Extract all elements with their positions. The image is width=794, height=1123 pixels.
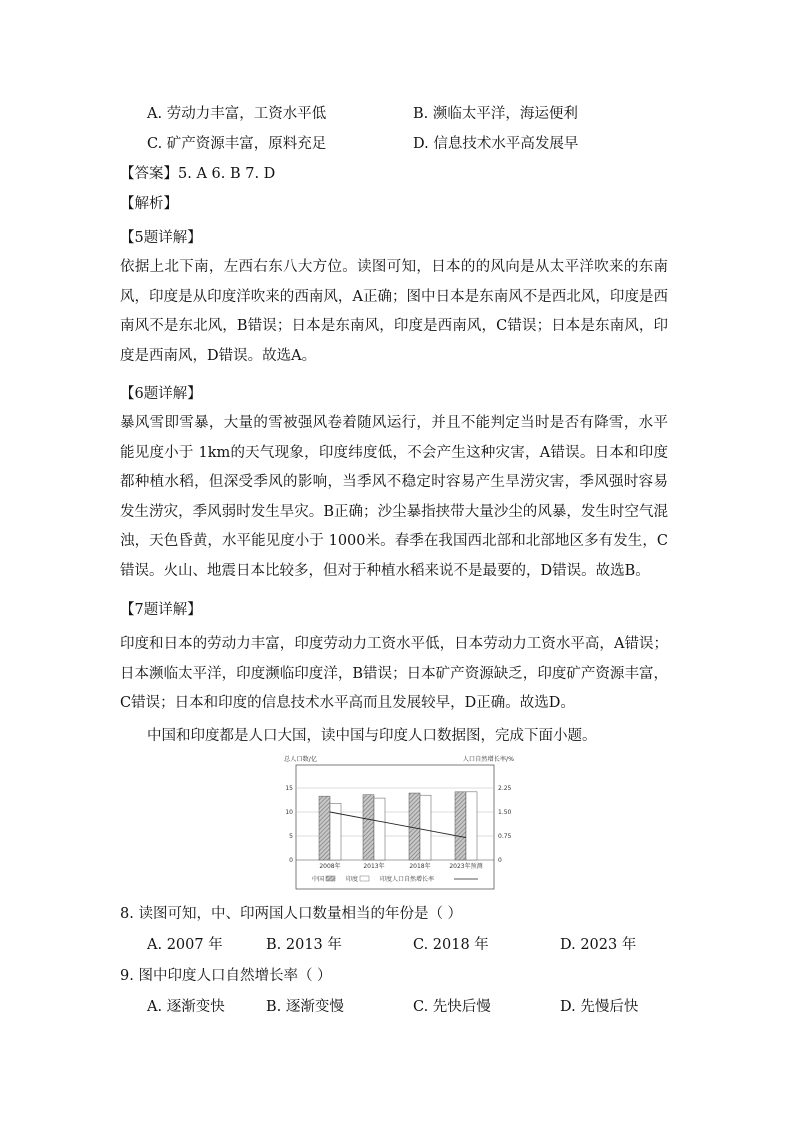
left-tick-label: 0: [289, 857, 293, 864]
q9-stem: 9. 图中印度人口自然增长率（ ）: [120, 968, 332, 984]
right-tick-label: 0.75: [498, 833, 512, 840]
q9-option-c: C. 先快后慢: [413, 999, 491, 1015]
bar-china: [455, 792, 466, 860]
option-a: A. 劳动力丰富，工资水平低: [147, 106, 327, 122]
option-c: C. 矿产资源丰富，原料充足: [147, 136, 327, 152]
q8-option-d: D. 2023 年: [560, 937, 637, 953]
q7-title: 【7题详解】: [120, 602, 202, 618]
x-tick-label: 2023年预测: [449, 863, 483, 870]
option-d: D. 信息技术水平高发展早: [413, 136, 579, 152]
x-tick-label: 2013年: [363, 863, 385, 870]
right-axis-title: 人口自然增长率/%: [462, 756, 514, 763]
q6-title: 【6题详解】: [120, 386, 202, 402]
option-b: B. 濒临太平洋，海运便利: [413, 106, 578, 122]
q9-option-d: D. 先慢后快: [560, 999, 639, 1015]
chart-intro: 中国和印度都是人口大国，读中国与印度人口数据图，完成下面小题。: [147, 728, 597, 744]
q6-explanation: 暴风雪即雪暴，大量的雪被强风卷着随风运行，并且不能判定当时是否有降雪，水平能见度小于 1km的天气现象，印度纬度低，不会产生这种灾害，A错误。日本和印度都种植水稻，但深受季风的影响，当季风不稳定时容易产生旱涝灾害，季风强时容易发生涝灾，季风弱时发生旱灾。B正确；沙尘暴指挟带大量沙尘的风暴，发生时空气混浊，天色昏黄，水平能见度小于 1000米。春季在我国西北部和北部地区多有发生，C错误。火山、地震日本比较多，但对于种植水稻来说不是最要的，D错误。故选B。: [120, 415, 668, 579]
left-tick-label: 5: [289, 833, 293, 840]
left-tick-label: 10: [285, 809, 293, 816]
right-tick-label: 1.50: [498, 809, 512, 816]
chart-legend: [312, 875, 478, 883]
x-tick-label: 2008年: [319, 863, 341, 870]
bar-layer: [319, 792, 477, 860]
q8-option-a: A. 2007 年: [147, 937, 223, 953]
x-tick-label: 2018年: [409, 863, 431, 870]
india-growth-rate-line: [330, 812, 466, 838]
q8-option-b: B. 2013 年: [266, 937, 342, 953]
bar-india: [420, 795, 431, 860]
bar-china: [363, 795, 374, 860]
legend-label-growth: 印度人口自然增长率: [380, 876, 435, 883]
q5-title: 【5题详解】: [120, 230, 202, 246]
legend-swatch-china: [326, 876, 335, 881]
legend-swatch-india: [360, 876, 369, 881]
answer-line: 【答案】5. A 6. B 7. D: [120, 166, 276, 182]
bar-india: [466, 792, 477, 860]
q8-stem: 8. 读图可知，中、印两国人口数量相当的年份是（ ）: [120, 906, 463, 922]
left-tick-label: 15: [285, 785, 293, 792]
legend-label-india: 印度: [346, 876, 359, 883]
q9-option-a: A. 逐渐变快: [147, 999, 225, 1015]
bar-china: [319, 796, 330, 860]
q5-explanation: 依据上北下南，左西右东八大方位。读图可知，日本的的风向是从太平洋吹来的东南风，印度是从印度洋吹来的西南风，A正确；图中日本是东南风不是西北风，印度是西南风不是东北风，B错误；日本是东南风，印度是西南风，C错误；日本是东南风，印度是西南风，D错误。故选A。: [120, 259, 668, 364]
legend-label-china: 中国: [312, 876, 325, 883]
bar-china: [409, 793, 420, 860]
bar-india: [374, 798, 385, 860]
population-chart: [282, 752, 516, 890]
growth-line-layer: [330, 812, 466, 838]
analysis-label: 【解析】: [120, 196, 178, 212]
population-chart-svg: [282, 752, 516, 890]
right-tick-label: 2.25: [498, 785, 512, 792]
q7-explanation: 印度和日本的劳动力丰富，印度劳动力工资水平低，日本劳动力工资水平高，A错误；日本濒临太平洋，印度濒临印度洋，B错误；日本矿产资源缺乏，印度矿产资源丰富，C错误；日本和印度的信息技术水平高而且发展较早，D正确。故选D。: [120, 636, 668, 711]
q8-option-c: C. 2018 年: [413, 937, 489, 953]
q9-option-b: B. 逐渐变慢: [266, 999, 344, 1015]
left-axis-title: 总人口数/亿: [284, 756, 318, 763]
right-tick-label: 0: [498, 857, 502, 864]
